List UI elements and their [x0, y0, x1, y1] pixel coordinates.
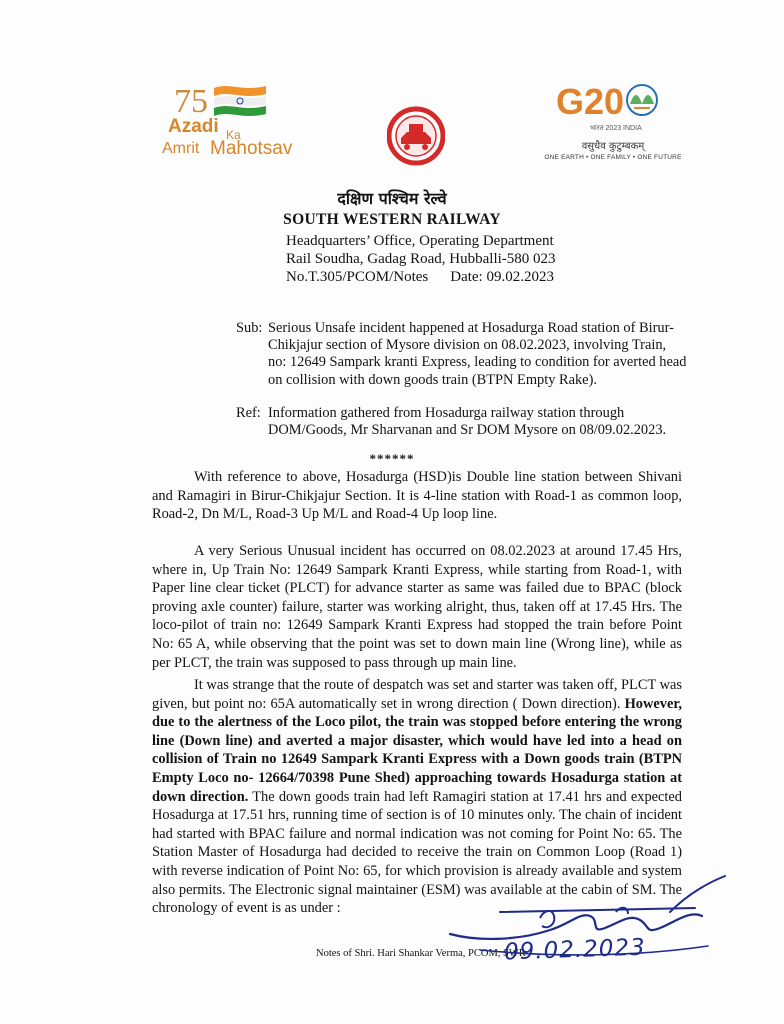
office-address: Rail Soudha, Gadag Road, Hubballi-580 023: [286, 251, 556, 267]
paragraph-incident-description: [152, 542, 682, 672]
office-name: Headquarters’ Office, Operating Department: [286, 233, 554, 249]
signature-date: 09.02.2023: [503, 934, 647, 966]
railway-name-hindi: दक्षिण पश्चिम रेल्वे: [337, 189, 447, 208]
reference-block: [236, 405, 688, 439]
reference-number: No.T.305/PCOM/Notes: [286, 269, 429, 285]
azadi-ka-amrit-mahotsav-logo: [160, 78, 310, 170]
reference-line: [286, 268, 554, 286]
paragraph-text-start: It was strange that the route of despatch was set and starter was taken off, PLCT was given, but point no: 65A automatically set in wrong direction ( Down direction).: [152, 677, 682, 712]
subject-block: [236, 320, 688, 389]
paragraph-text-end: The down goods train had left Ramagiri station at 17.41 hrs and expected Hosadurga at 17.51 hrs, running time of section is of 10 minutes only. The chain of incident had started with BPAC failure and normal indication was not coming for Point No: 65. The Station Master of Hosadurga had decided to receive the train on Common Loop (Road 1) with reverse indication of Point No: 65, for which provision is already available and system also permits. The Electronic signal maintainer (ESM) was available at the cabin of SM. The chronology of event is as under :: [152, 788, 682, 917]
logo-number: 75: [174, 83, 208, 120]
paragraph-station-description: [152, 468, 682, 524]
indian-railways-emblem-icon: [387, 104, 445, 168]
section-separator: ******: [369, 451, 415, 466]
paragraph-text-emphasis: However, due to the alertness of the Loco pilot, the train was stopped before entering the wrong line (Down line) and averted a major disaster, which would have led into a head on collision of Train no 12649 Sampark Kranti Express with a Down goods train (BTPN Empty Loco no- 12664/70398 Pune Shed) approaching towards Hosadurga station at down direction.: [152, 695, 682, 805]
g20-logo: [538, 78, 688, 170]
g20-wordmark: G20: [556, 81, 625, 122]
g20-year-text: भारत 2023 INDIA: [590, 125, 642, 132]
handwritten-signature: [440, 872, 730, 982]
subject-text: Serious Unsafe incident happened at Hosadurga Road station of Birur-Chikjajur section of Mysore division on 08.02.2023, involving Train, no: 12649 Sampark kranti Express, leading to condition for averted head on collision with down goods train (BTPN Empty Rake).: [268, 320, 687, 388]
reference-text: Information gathered from Hosadurga railway station through DOM/Goods, Mr Sharvanan and Sr DOM Mysore on 08/09.02.2023.: [268, 405, 667, 439]
railway-name-english: SOUTH WESTERN RAILWAY: [283, 211, 501, 228]
g20-lotus-icon: [556, 78, 666, 128]
logo-amrit-text: Amrit: [162, 140, 200, 157]
logo-azadi-text: Azadi: [168, 116, 219, 137]
logo-mahotsav-text: Mahotsav: [210, 138, 293, 159]
g20-tagline: ONE EARTH • ONE FAMILY • ONE FUTURE: [544, 154, 682, 161]
reference-label: Ref:: [236, 405, 261, 421]
notes-attribution: Notes of Shri. Hari Shankar Verma, PCOM, SWR: [316, 948, 526, 959]
paragraph-text: With reference to above, Hosadurga (HSD)is Double line station between Shivani and Ramagiri in Birur-Chikjajur Section. It is 4-line station with Road-1 as common loop, Road-2, Dn M/L, Road-3 Up M/L and Road-4 Up loop line.: [152, 469, 682, 523]
subject-label: Sub:: [236, 320, 263, 336]
paragraph-text: A very Serious Unusual incident has occurred on 08.02.2023 at around 17.45 Hrs, where in, Up Train No: 12649 Sampark Kranti Express, while starting from Road-1, with Paper line clear ticket (PLCT) for advance starter as same was failed due to BPAC (block proving axle counter) failure, starter was working alright, thus, taken off at 17.45 Hrs. The loco-pilot of train no: 12649 Sampark Kranti Express had stopped the train before Point No: 65 A, while observing that the point was set to down main line (Wrong line), while as per PLCT, the train was supposed to pass through up main line.: [152, 543, 682, 671]
letter-date: Date: 09.02.2023: [450, 269, 554, 285]
logo-ka-text: Ka: [226, 128, 241, 142]
g20-motto: वसुधैव कुटुम्बकम्: [581, 141, 645, 152]
